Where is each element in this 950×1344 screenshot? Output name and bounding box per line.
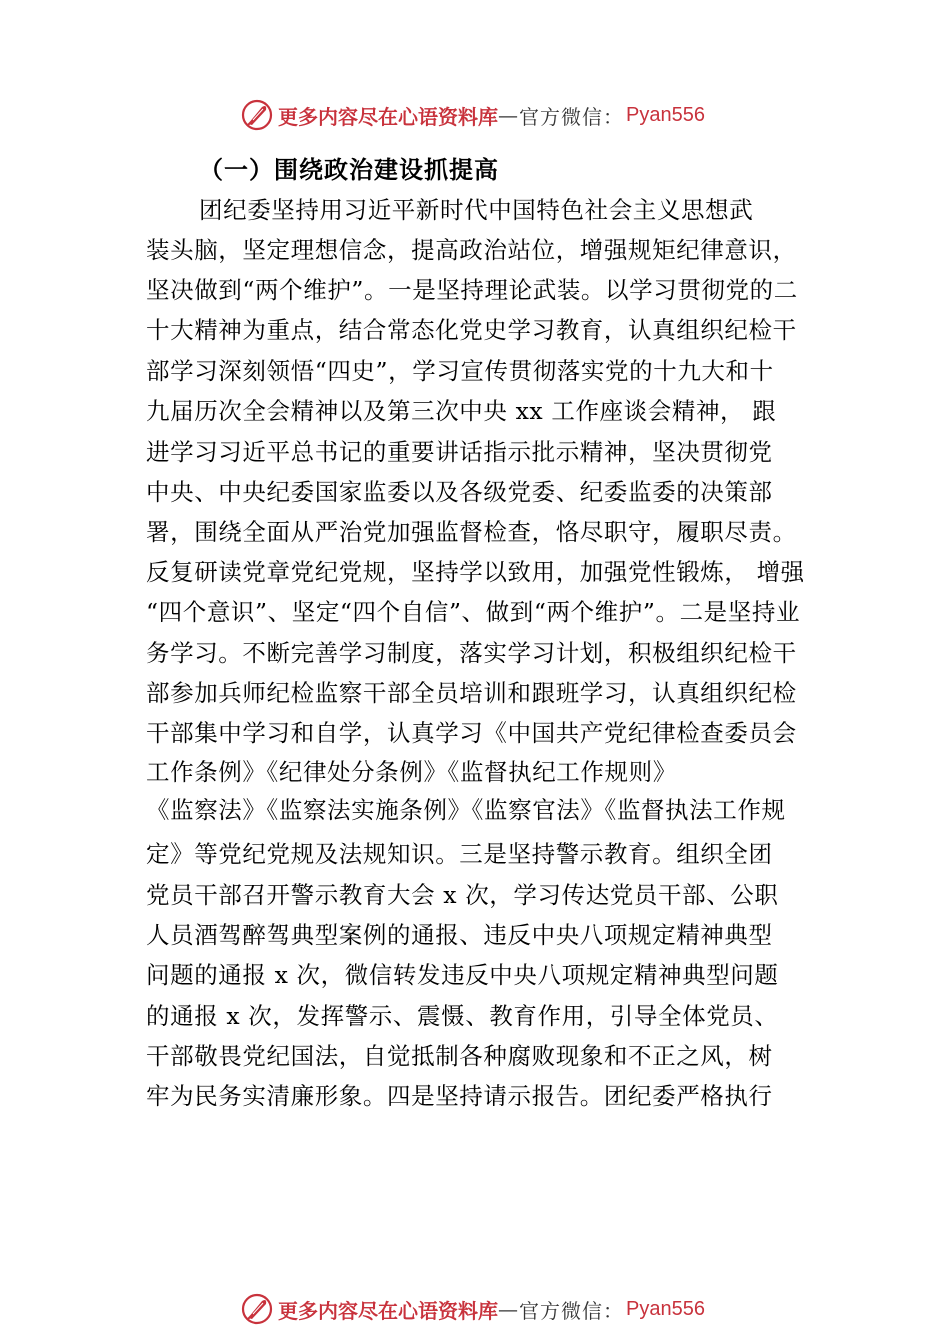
body-line: 进学习习近平总书记的重要讲话指示批示精神，坚决贯彻党 bbox=[146, 438, 773, 466]
body-line: 务学习。不断完善学习制度，落实学习计划，积极组织纪检干 bbox=[146, 639, 797, 667]
body-line: 干部敬畏党纪国法，自觉抵制各种腐败现象和不正之风，树 bbox=[146, 1042, 773, 1070]
body-line: 反复研读党章党纪党规，坚持学以致用，加强党性锻炼， 增强 bbox=[146, 558, 805, 586]
watermark-wechat-id: Pyan556 bbox=[626, 1297, 705, 1320]
body-line: 坚决做到“两个维护”。一是坚持理论武装。以学习贯彻党的二 bbox=[146, 276, 798, 304]
body-line: 人员酒驾醉驾典型案例的通报、违反中央八项规定精神典型 bbox=[146, 921, 773, 949]
watermark-separator: — bbox=[498, 103, 519, 127]
body-line: 团纪委坚持用习近平新时代中国特色社会主义思想武 bbox=[199, 196, 754, 224]
body-line: 部参加兵师纪检监察干部全员培训和跟班学习，认真组织纪检 bbox=[146, 679, 797, 707]
watermark-label: 官方微信： bbox=[519, 1298, 624, 1323]
body-line: 的通报 x 次，发挥警示、震慑、教育作用，引导全体党员、 bbox=[146, 1002, 779, 1030]
watermark-brand-text: 更多内容尽在心语资料库 bbox=[278, 1298, 498, 1323]
body-line: 定》等党纪党规及法规知识。三是坚持警示教育。组织全团 bbox=[146, 840, 773, 868]
body-line: 牢为民务实清廉形象。四是坚持请示报告。团纪委严格执行 bbox=[146, 1082, 773, 1110]
body-line: 中央、中央纪委国家监委以及各级党委、纪委监委的决策部 bbox=[146, 478, 773, 506]
body-line: 党员干部召开警示教育大会 x 次，学习传达党员干部、公职 bbox=[146, 881, 779, 909]
feather-pen-circle-icon bbox=[240, 1292, 274, 1326]
body-line: 工作条例》《纪律处分条例》《监督执纪工作规则》 bbox=[146, 758, 677, 786]
header-watermark bbox=[240, 95, 705, 135]
section-heading: （一）围绕政治建设抓提高 bbox=[199, 155, 499, 184]
watermark-wechat-id: Pyan556 bbox=[626, 103, 705, 126]
body-line: 九届历次全会精神以及第三次中央 xx 工作座谈会精神， 跟 bbox=[146, 397, 777, 425]
footer-watermark bbox=[240, 1289, 705, 1329]
body-line: 十大精神为重点，结合常态化党史学习教育，认真组织纪检干 bbox=[146, 316, 797, 344]
body-line: 署，围绕全面从严治党加强监督检查，恪尽职守，履职尽责。 bbox=[146, 518, 797, 546]
body-line: 《监察法》《监察法实施条例》《监察官法》《监督执法工作规 bbox=[146, 796, 786, 824]
body-line: 干部集中学习和自学，认真学习《中国共产党纪律检查委员会 bbox=[146, 719, 797, 747]
body-line: “四个意识”、坚定“四个自信”、做到“两个维护”。二是坚持业 bbox=[146, 598, 801, 626]
body-line: 问题的通报 x 次，微信转发违反中央八项规定精神典型问题 bbox=[146, 961, 779, 989]
watermark-separator: — bbox=[498, 1297, 519, 1321]
body-line: 部学习深刻领悟“四史”，学习宣传贯彻落实党的十九大和十 bbox=[146, 357, 774, 385]
watermark-brand-text: 更多内容尽在心语资料库 bbox=[278, 104, 498, 129]
body-line: 装头脑，坚定理想信念，提高政治站位，增强规矩纪律意识， bbox=[146, 236, 797, 264]
watermark-label: 官方微信： bbox=[519, 104, 624, 129]
feather-pen-circle-icon bbox=[240, 98, 274, 132]
